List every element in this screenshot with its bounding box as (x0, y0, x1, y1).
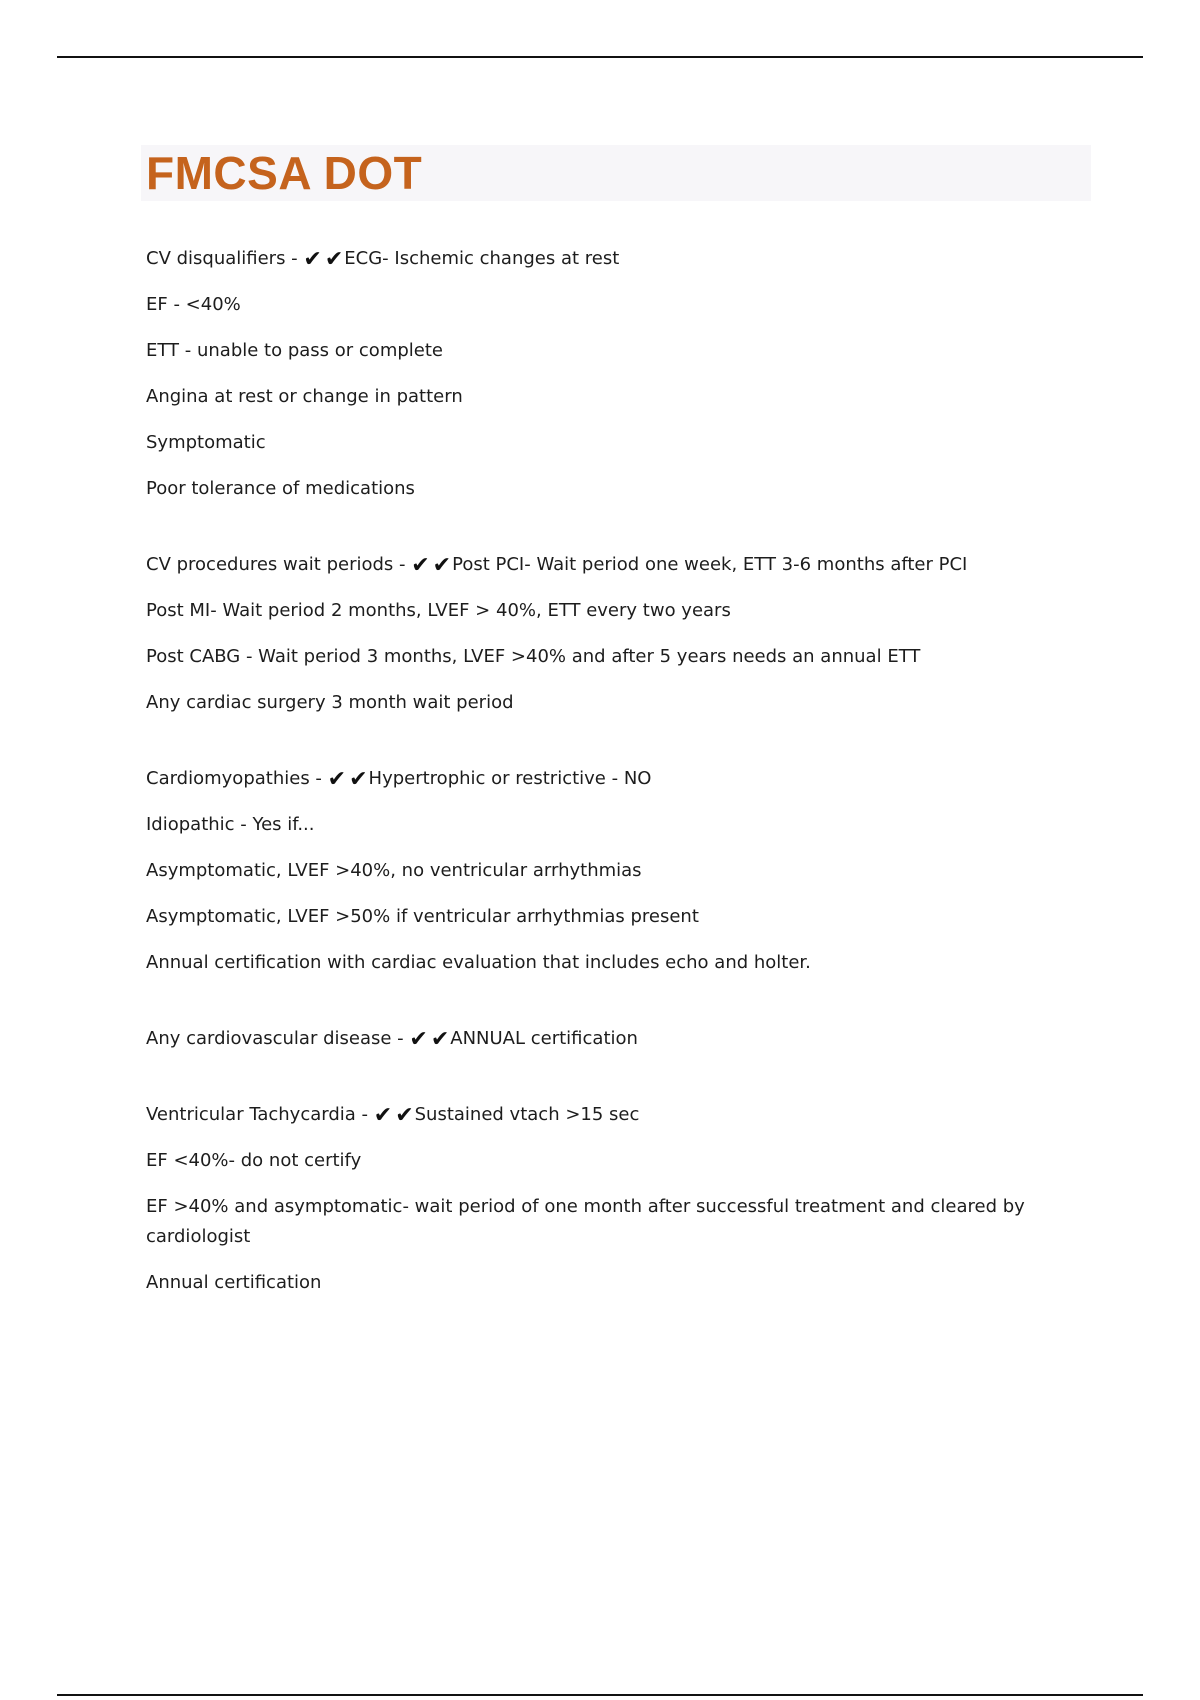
flashcard-term: Any cardiovascular disease - (146, 1028, 404, 1049)
flashcard-question-line (146, 1024, 1046, 1054)
answer-text: ETT - unable to pass or complete (146, 340, 443, 361)
flashcard-term: Ventricular Tachycardia - (146, 1104, 369, 1125)
checkmark-icon: ✔ (430, 1027, 450, 1052)
answer-text: Hypertrophic or restrictive - NO (368, 768, 652, 789)
flashcard (146, 764, 1046, 978)
answer-text: Angina at rest or change in pattern (146, 386, 463, 407)
answer-text: Any cardiac surgery 3 month wait period (146, 692, 514, 713)
answer-text: Sustained vtach >15 sec (414, 1104, 640, 1125)
checkmark-icon: ✔ (327, 767, 347, 792)
checkmark-icon: ✔ (349, 767, 368, 792)
flashcard-answer-line (146, 1268, 1046, 1298)
checkmark-icon: ✔ (324, 247, 344, 272)
flashcard-answer-line (146, 474, 1046, 504)
checkmark-icon: ✔ (409, 1027, 428, 1052)
answer-text: Asymptomatic, LVEF >40%, no ventricular arrhythmias (146, 860, 642, 881)
flashcard-question-line (146, 764, 1046, 794)
flashcard-answer-line (146, 290, 1046, 320)
checkmark-icon: ✔ (395, 1103, 414, 1128)
flashcard-answer-line (146, 1146, 1046, 1176)
answer-text: EF >40% and asymptomatic- wait period of one month after successful treatment and cleared by cardiologist (146, 1196, 1025, 1247)
answer-text: Symptomatic (146, 432, 266, 453)
flashcard-term: Cardiomyopathies - (146, 768, 322, 789)
flashcard-question-line (146, 1100, 1046, 1130)
flashcard-answer-line (146, 856, 1046, 886)
answer-text: Annual certification with cardiac evaluation that includes echo and holter. (146, 952, 811, 973)
top-rule (57, 56, 1143, 58)
checkmark-icon: ✔ (432, 553, 452, 578)
flashcard-answer-line (146, 688, 1046, 718)
flashcard-answer-line (146, 1192, 1046, 1252)
flashcard-answer-line (146, 336, 1046, 366)
flashcard-answer-line (146, 810, 1046, 840)
flashcard-answer-line (146, 902, 1046, 932)
answer-text: Post PCI- Wait period one week, ETT 3-6 months after PCI (452, 554, 968, 575)
answer-text: Post MI- Wait period 2 months, LVEF > 40%, ETT every two years (146, 600, 731, 621)
flashcard-list (146, 244, 1046, 1344)
flashcard-answer-line (146, 948, 1046, 978)
flashcard-answer-line (146, 428, 1046, 458)
bottom-rule (57, 1694, 1143, 1696)
flashcard-answer-line (146, 382, 1046, 412)
flashcard-question-line (146, 244, 1046, 274)
answer-text: Poor tolerance of medications (146, 478, 415, 499)
flashcard (146, 1024, 1046, 1054)
flashcard (146, 1100, 1046, 1298)
answer-text: Asymptomatic, LVEF >50% if ventricular arrhythmias present (146, 906, 699, 927)
checkmark-icon: ✔ (411, 553, 430, 578)
answer-text: Idiopathic - Yes if... (146, 814, 315, 835)
flashcard-answer-line (146, 596, 1046, 626)
answer-text: ANNUAL certification (450, 1028, 638, 1049)
flashcard-term: CV procedures wait periods - (146, 554, 406, 575)
checkmark-icon: ✔ (373, 1103, 393, 1128)
checkmark-icon: ✔ (303, 247, 322, 272)
answer-text: EF <40%- do not certify (146, 1150, 362, 1171)
flashcard-term: CV disqualifiers - (146, 248, 298, 269)
answer-text: ECG- Ischemic changes at rest (344, 248, 620, 269)
flashcard-answer-line (146, 642, 1046, 672)
answer-text: Annual certification (146, 1272, 322, 1293)
flashcard (146, 244, 1046, 504)
answer-text: EF - <40% (146, 294, 241, 315)
flashcard-question-line (146, 550, 1046, 580)
page-title: FMCSA DOT (146, 147, 423, 199)
flashcard (146, 550, 1046, 718)
answer-text: Post CABG - Wait period 3 months, LVEF >40% and after 5 years needs an annual ETT (146, 646, 921, 667)
